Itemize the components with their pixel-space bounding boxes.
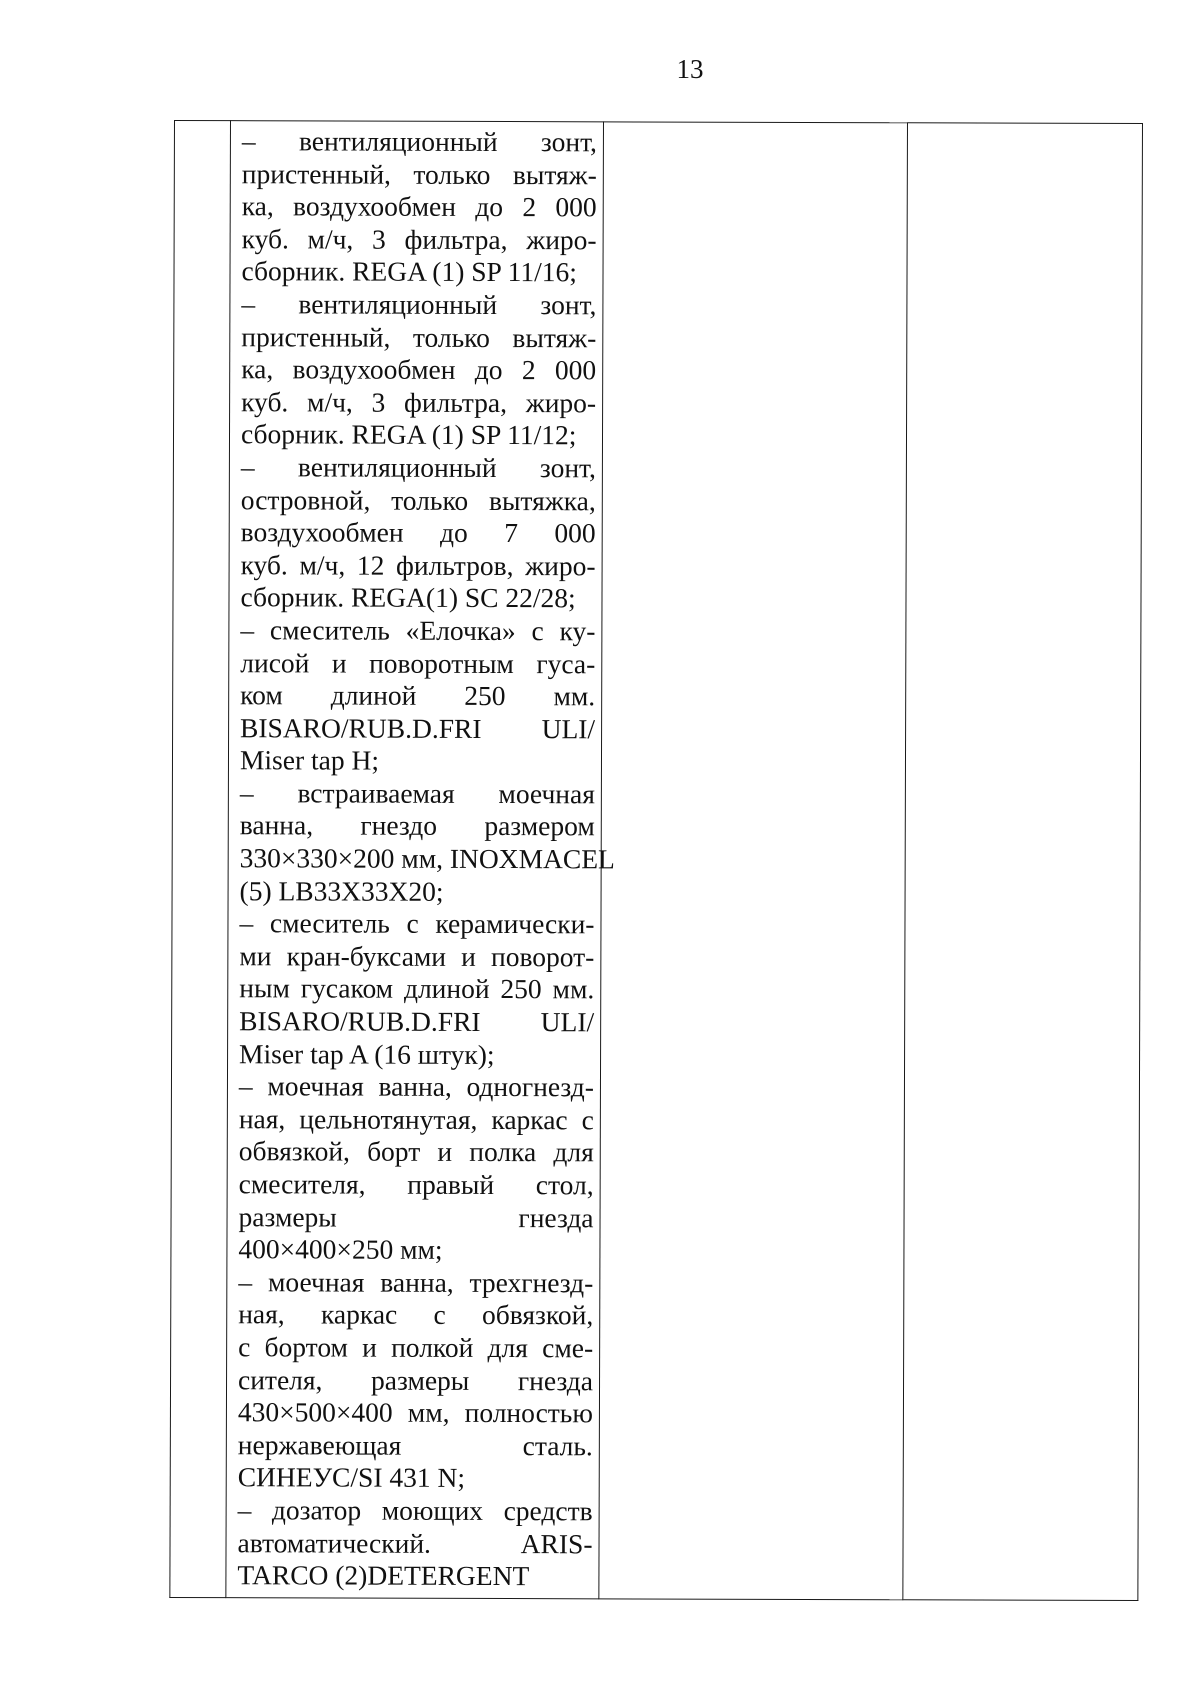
empty-cell-4 <box>903 123 1143 1601</box>
description-line: ная, цельнотянутая, каркас с <box>238 1103 594 1136</box>
description-line: (5) LB33X33X20; <box>239 874 444 907</box>
description-line: сителя, размеры гнезда <box>237 1363 594 1396</box>
description-line: Miser tap H; <box>239 744 380 776</box>
description-item <box>241 125 597 289</box>
description-line: размеры гнезда <box>238 1200 594 1233</box>
description-line: ком длиной 250 мм. <box>240 679 596 712</box>
description-line: пристенный, только вытяж- <box>241 320 597 353</box>
description-line: TARCO (2)DETERGENT <box>237 1559 530 1592</box>
description-line: – вентиляционный зонт, <box>240 451 596 484</box>
empty-cell-3 <box>599 122 908 1600</box>
page-number: 13 <box>676 54 704 84</box>
description-line: нержавеющая сталь. <box>237 1428 593 1462</box>
description-item <box>238 1266 594 1495</box>
description-line: автоматический. ARIS- <box>237 1526 593 1559</box>
specification-table <box>169 120 1143 1601</box>
description-line: – смеситель с керамически- <box>239 907 595 940</box>
description-cell <box>226 121 615 1599</box>
description-line: 400×400×250 мм; <box>238 1233 443 1266</box>
description-line: куб. м/ч, 3 фильтра, жиро- <box>241 222 597 256</box>
description-line: ным гусаком длиной 250 мм. <box>239 972 595 1005</box>
description-line: островной, только вытяжка, <box>240 483 596 516</box>
description-line: с бортом и полкой для сме- <box>238 1331 594 1364</box>
description-line: BISARO/RUB.D.FRI ULI/ <box>239 1005 595 1038</box>
description-line: СИНЕУС/SI 431 N; <box>237 1461 466 1494</box>
description-line: – дозатор моющих средств <box>237 1494 593 1527</box>
description-line: ная, каркас с обвязкой, <box>238 1298 594 1331</box>
description-line: ка, воздухообмен до 2 000 <box>241 190 597 223</box>
description-item <box>239 907 595 1071</box>
description-item <box>239 777 615 908</box>
index-cell <box>170 121 231 1598</box>
description-line: – вентиляционный зонт, <box>241 288 597 321</box>
description-line: – смеситель «Елочка» с ку- <box>240 614 596 647</box>
description-line: – моечная ванна, одногнезд- <box>238 1070 595 1103</box>
description-line: воздухообмен до 7 000 <box>240 516 596 549</box>
description-line: ванна, гнездо размером <box>239 809 595 842</box>
description-item <box>237 1494 592 1593</box>
description-line: ка, воздухообмен до 2 000 <box>241 353 597 386</box>
description-line: BISARO/RUB.D.FRI ULI/ <box>240 711 596 745</box>
description-item <box>240 451 596 615</box>
description-line: смесителя, правый стол, <box>238 1168 594 1201</box>
description-line: 330×330×200 мм, INOXMACEL <box>239 842 615 875</box>
table-row <box>170 121 1143 1601</box>
description-line: – вентиляционный зонт, <box>241 125 597 158</box>
description-line: пристенный, только вытяж- <box>241 157 597 190</box>
description-item <box>238 1070 594 1267</box>
description-line: сборник. REGA (1) SP 11/12; <box>240 418 577 451</box>
description-line: обвязкой, борт и полка для <box>238 1135 594 1168</box>
description-line: Miser tap A (16 штук); <box>239 1037 495 1070</box>
description-line: лисой и поворотным гуса- <box>240 646 596 679</box>
description-line: – моечная ванна, трехгнезд- <box>238 1265 594 1299</box>
description-line: 430×500×400 мм, полностью <box>237 1396 593 1429</box>
description-line: ми кран-буксами и поворот- <box>239 940 595 973</box>
description-line: куб. м/ч, 3 фильтра, жиро- <box>241 385 597 419</box>
description-line: куб. м/ч, 12 фильтров, жиро- <box>240 548 596 582</box>
description-item <box>240 614 596 778</box>
description-line: – встраиваемая моечная <box>239 777 595 810</box>
description-line: сборник. REGA (1) SP 11/16; <box>241 255 578 288</box>
description-item <box>241 288 597 452</box>
description-line: сборник. REGA(1) SC 22/28; <box>240 581 576 614</box>
description-list <box>237 125 615 1593</box>
